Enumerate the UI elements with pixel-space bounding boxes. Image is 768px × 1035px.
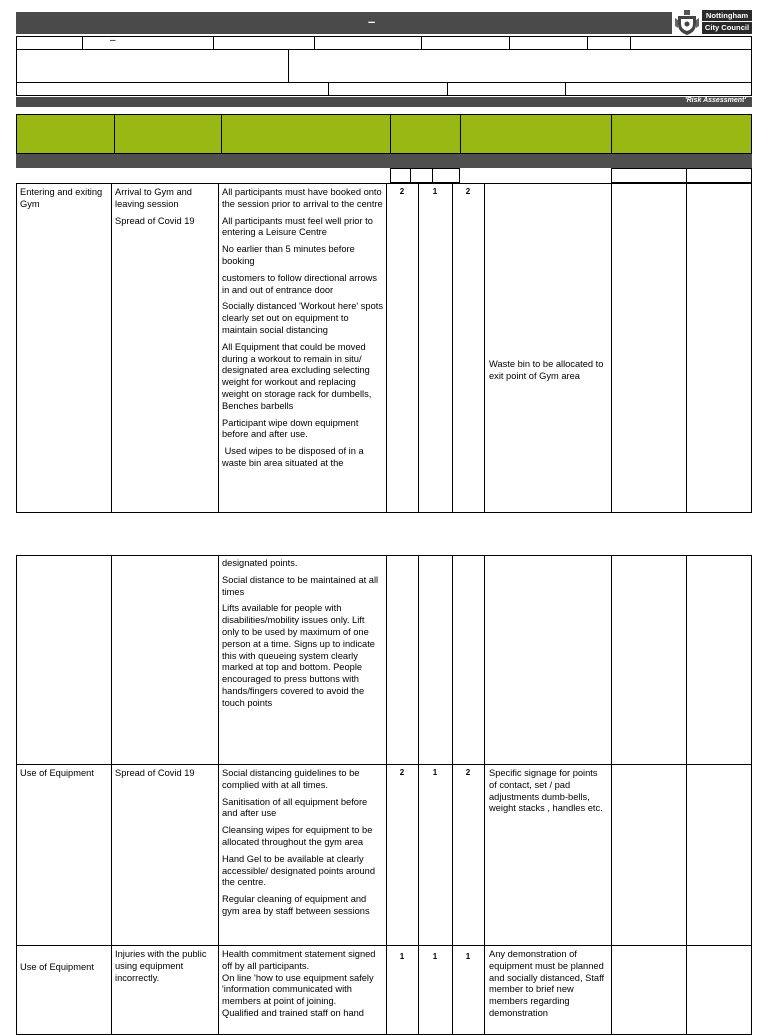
- page1-col-divider: [218, 183, 219, 513]
- page1-col-divider: [452, 183, 453, 513]
- likelihood-score: 2: [399, 768, 405, 777]
- council-logo: [672, 8, 752, 36]
- logo-line-1: Nottingham: [705, 11, 749, 20]
- title-dash: –: [368, 14, 376, 29]
- page2-row-divider: [16, 945, 752, 946]
- row1-divider: [314, 36, 315, 50]
- page1-col-divider: [484, 183, 485, 513]
- column-subheader-band: [16, 154, 752, 168]
- result-subheader-divider: [686, 168, 687, 183]
- page2-col-divider: [611, 555, 612, 1035]
- activity-cell: [20, 962, 108, 979]
- control-measure: Sanitisation of all equipment before and after use: [222, 796, 368, 819]
- row1-divider: [587, 36, 588, 50]
- control-measure: Participant wipe down equipment before and after use.: [222, 417, 359, 440]
- title-bar: [16, 12, 752, 34]
- row2-divider: [288, 49, 289, 83]
- score-subheader-divider: [410, 168, 411, 183]
- page2-col-divider: [686, 555, 687, 1035]
- header-outline: [16, 114, 752, 154]
- hazard-cell: [115, 768, 215, 785]
- row1-divider: [421, 36, 422, 50]
- further-action-cell: [489, 768, 607, 820]
- control-measure: Regular cleaning of equipment and gym area by staff between sessions: [222, 894, 370, 916]
- score-subheader-divider: [432, 168, 433, 183]
- control-measure: Qualified and trained staff on hand: [222, 1007, 364, 1018]
- header-row-2: [16, 49, 752, 83]
- control-measure: Social distance to be maintained at all times: [222, 574, 379, 597]
- hazard-text: Arrival to Gym and leaving session: [115, 187, 192, 209]
- control-measure: Social distancing guidelines to be complied with at all times.: [222, 768, 360, 790]
- further-action-cell: [489, 949, 607, 1024]
- controls-cell: [222, 768, 384, 923]
- activity-text: Use of Equipment: [20, 962, 94, 972]
- header-row-3: [16, 82, 752, 96]
- control-measure: No earlier than 5 minutes before booking: [222, 244, 355, 266]
- control-measure: customers to follow directional arrows in and out of entrance door: [222, 272, 378, 295]
- logo-line-2: City Council: [702, 21, 752, 33]
- page1-col-divider: [111, 183, 112, 513]
- logo-text-box: [702, 10, 752, 34]
- page2-col-divider: [111, 555, 112, 1035]
- severity-score: 1: [432, 768, 438, 777]
- control-measure: On line 'how to use equipment safely 'information communicated with members at point of joining.: [222, 972, 374, 1007]
- page2-col-divider: [218, 555, 219, 1035]
- controls-cell: [222, 558, 384, 715]
- row3-divider: [565, 82, 566, 96]
- further-action-cell: [489, 359, 609, 388]
- control-measure: All participants must have booked onto the session prior to arrival to the centre: [222, 187, 383, 209]
- hazard-text: Injuries with the public: [115, 949, 207, 959]
- row1-divider: [82, 36, 83, 50]
- control-measure: All Equipment that could be moved during a workout to remain in situ/ designated area excluding selecting weight for workout and replacing weight on storage rack for dumbells, Benches barbells: [222, 341, 372, 411]
- activity-cell: [20, 187, 108, 216]
- page2-col-divider: [484, 555, 485, 1035]
- row1-divider: [509, 36, 510, 50]
- risk-assessment-label: 'Risk Assessment': [684, 97, 746, 104]
- risk-assessment-bar: [16, 97, 752, 107]
- likelihood-score: 2: [399, 187, 405, 196]
- activity-cell: [20, 768, 108, 785]
- page2-row-divider: [16, 764, 752, 765]
- score-subheader: [390, 168, 460, 183]
- control-measure: All participants must feel well prior to entering a Leisure Centre: [222, 215, 373, 238]
- severity-score: 1: [432, 952, 438, 961]
- page2-col-divider: [452, 555, 453, 1035]
- crest-icon: [674, 8, 700, 36]
- control-measure: Cleansing wipes for equipment to be allocated throughout the gym area: [222, 825, 373, 847]
- hazard-text: using equipment incorrectly.: [115, 960, 184, 983]
- page1-col-divider: [686, 183, 687, 513]
- further-action-text: Waste bin to be allocated to exit point of Gym area: [489, 359, 604, 381]
- control-measure: Used wipes to be disposed of in a waste bin area situated at the: [222, 446, 367, 468]
- activity-text: Use of Equipment: [20, 768, 94, 778]
- row3-divider: [447, 82, 448, 96]
- further-action-text: Any demonstration of equipment must be planned and socially distanced, Staff member to brief new members regarding demonstration: [489, 949, 605, 1018]
- control-measure: Lifts available for people with disabilities/mobility issues only. Lift only to be used by maximum of one person at a time. Signs up to indicate this with queueing system clearly marked at top and bottom. People encouraged to press buttons with hands/fingers covered to avoid the touch points: [222, 603, 375, 708]
- row1-dash: –: [110, 35, 116, 46]
- further-action-text: Specific signage for points of contact, set / pad adjustments dumb-bells, weight stacks , handles etc.: [489, 768, 603, 814]
- activity-text: Entering and exiting Gym: [20, 187, 103, 209]
- risk-score: 1: [465, 952, 471, 961]
- control-measure: Hand Gel to be available at clearly accessible/ designated points around the centre.: [222, 853, 375, 888]
- controls-cell: [222, 187, 384, 511]
- page1-col-divider: [418, 183, 419, 513]
- hazard-text: Spread of Covid 19: [115, 215, 195, 226]
- likelihood-score: 1: [399, 952, 405, 961]
- controls-cell: [222, 949, 384, 1024]
- page2-col-divider: [418, 555, 419, 1035]
- page1-col-divider: [611, 183, 612, 513]
- page1-col-divider: [386, 183, 387, 513]
- header-row-1: [16, 36, 752, 50]
- risk-score: 2: [465, 187, 471, 196]
- risk-score: 2: [465, 768, 471, 777]
- control-measure: designated points.: [222, 558, 298, 568]
- row1-divider: [213, 36, 214, 50]
- control-measure: Socially distanced 'Workout here' spots clearly set out on equipment to maintain social distancing: [222, 301, 383, 335]
- page2-col-divider: [386, 555, 387, 1035]
- hazard-cell: [115, 949, 215, 984]
- severity-score: 1: [432, 187, 438, 196]
- hazard-text: Spread of Covid 19: [115, 768, 195, 778]
- control-measure: Health commitment statement signed off by all participants.: [222, 949, 376, 971]
- result-subheader: [611, 168, 752, 183]
- row3-divider: [328, 82, 329, 96]
- hazard-cell: [115, 187, 215, 232]
- row1-divider: [630, 36, 631, 50]
- page1-table: [16, 183, 752, 513]
